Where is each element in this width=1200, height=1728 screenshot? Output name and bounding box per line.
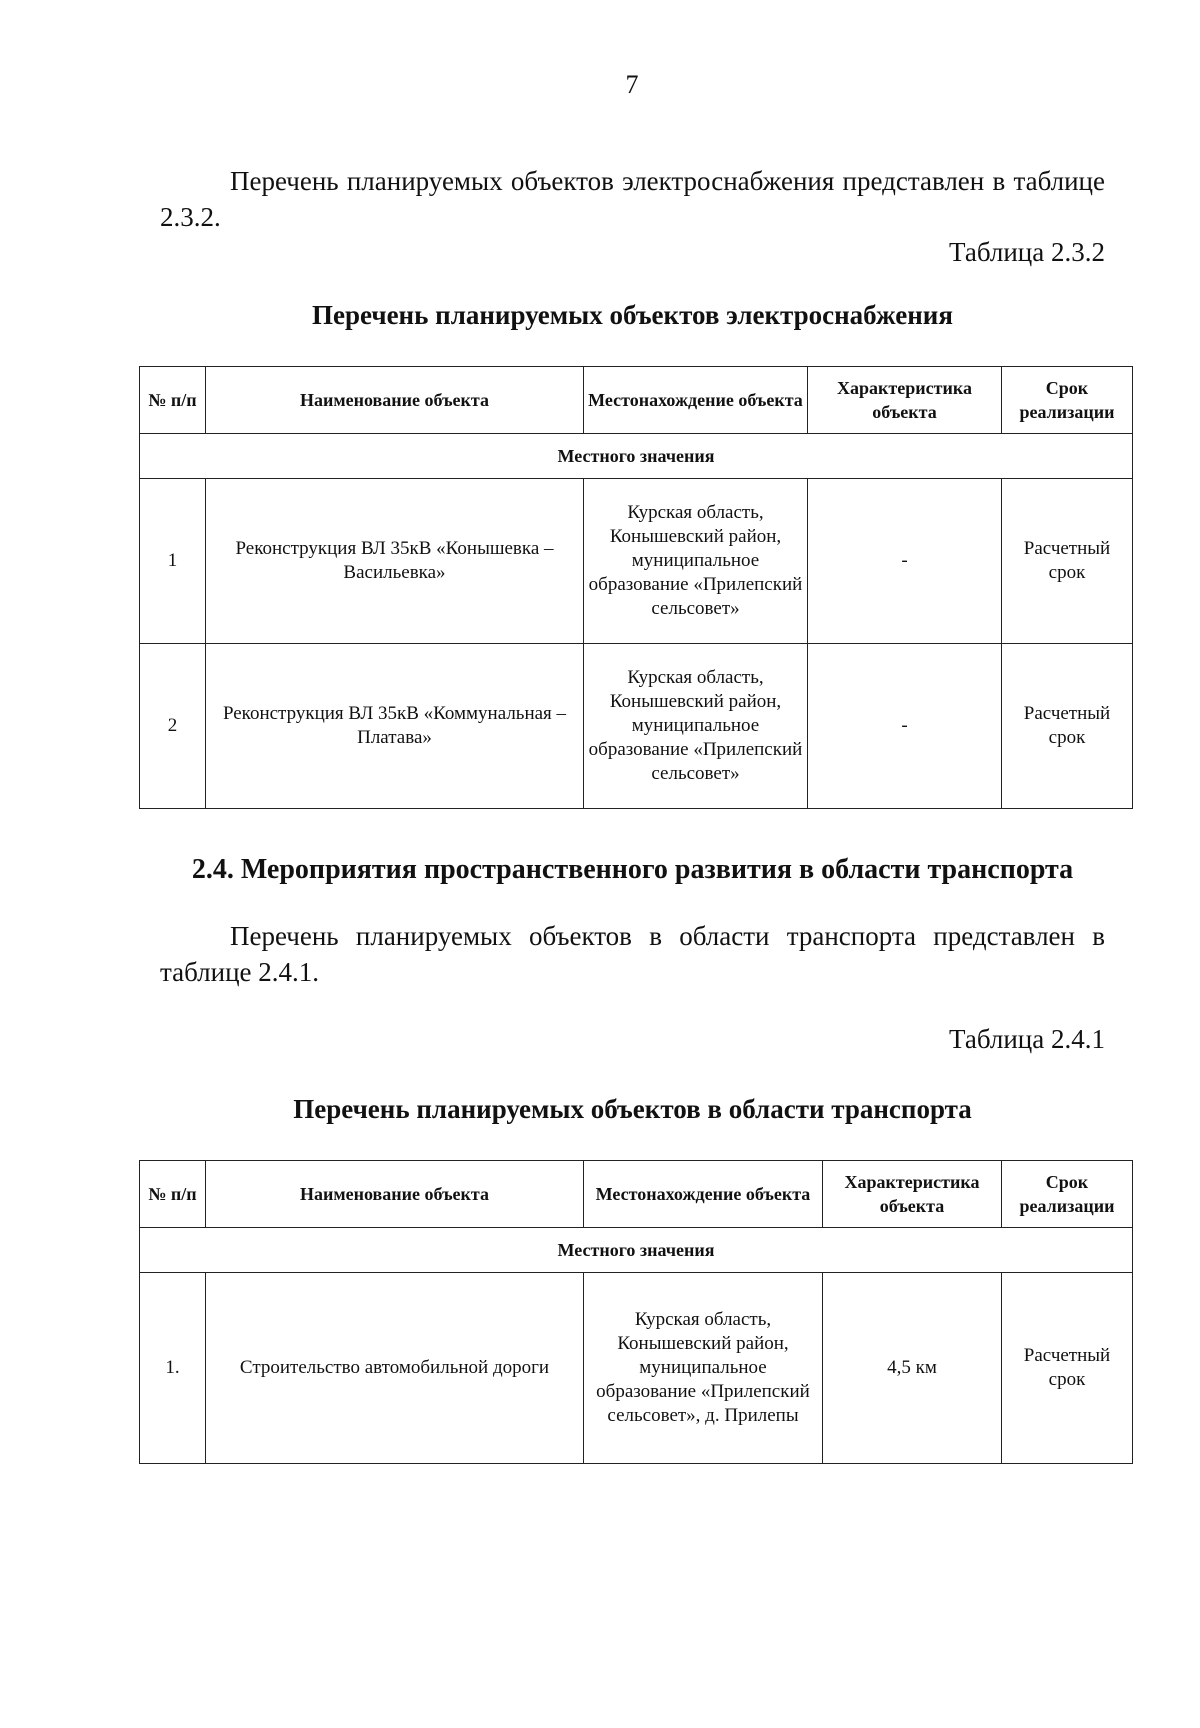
cell-characteristic: - [808, 479, 1002, 644]
cell-location: Курская область, Конышевский район, муниципальное образование «Прилепский сельсовет», д. Прилепы [584, 1273, 823, 1464]
table-row [140, 644, 1133, 809]
cell-num: 1 [140, 479, 206, 644]
header-name: Наименование объекта [206, 367, 584, 434]
cell-location: Курская область, Конышевский район, муниципальное образование «Прилепский сельсовет» [584, 644, 808, 809]
table-subheader-row [140, 434, 1133, 479]
subheader-local: Местного значения [140, 434, 1133, 479]
header-name: Наименование объекта [206, 1161, 584, 1228]
section-heading-2-4: 2.4. Мероприятия пространственного развития в области транспорта [191, 854, 1074, 885]
electric-objects-table [139, 366, 1133, 809]
header-num: № п/п [140, 367, 206, 434]
header-num: № п/п [140, 1161, 206, 1228]
table-row [140, 1273, 1133, 1464]
cell-location: Курская область, Конышевский район, муниципальное образование «Прилепский сельсовет» [584, 479, 808, 644]
cell-name: Реконструкция ВЛ 35кВ «Коммунальная – Платава» [206, 644, 584, 809]
header-location: Местонахождение объекта [584, 367, 808, 434]
cell-characteristic: 4,5 км [823, 1273, 1002, 1464]
cell-name: Строительство автомобильной дороги [206, 1273, 584, 1464]
page-number: 7 [625, 70, 639, 99]
subheader-local: Местного значения [140, 1228, 1133, 1273]
cell-term: Расчетный срок [1002, 1273, 1133, 1464]
table-label-2-4-1: Таблица 2.4.1 [949, 1024, 1105, 1054]
table-subheader-row [140, 1228, 1133, 1273]
table-row [140, 479, 1133, 644]
cell-term: Расчетный срок [1002, 644, 1133, 809]
table-title-electric: Перечень планируемых объектов электроснабжения [312, 300, 953, 330]
transport-objects-table [139, 1160, 1133, 1464]
header-characteristic: Характеристика объекта [823, 1161, 1002, 1228]
table-label-2-3-2: Таблица 2.3.2 [949, 237, 1105, 267]
table-title-transport: Перечень планируемых объектов в области транспорта [293, 1094, 972, 1124]
intro-paragraph-transport: Перечень планируемых объектов в области транспорта представлен в таблице 2.4.1. [160, 921, 1105, 987]
header-characteristic: Характеристика объекта [808, 367, 1002, 434]
cell-name: Реконструкция ВЛ 35кВ «Конышевка – Васильевка» [206, 479, 584, 644]
cell-num: 1. [140, 1273, 206, 1464]
header-term: Срок реализации [1002, 367, 1133, 434]
header-term: Срок реализации [1002, 1161, 1133, 1228]
table-header-row [140, 1161, 1133, 1228]
cell-num: 2 [140, 644, 206, 809]
intro-paragraph-electric: Перечень планируемых объектов электроснабжения представлен в таблице 2.3.2. [160, 166, 1105, 232]
cell-characteristic: - [808, 644, 1002, 809]
header-location: Местонахождение объекта [584, 1161, 823, 1228]
cell-term: Расчетный срок [1002, 479, 1133, 644]
table-header-row [140, 367, 1133, 434]
